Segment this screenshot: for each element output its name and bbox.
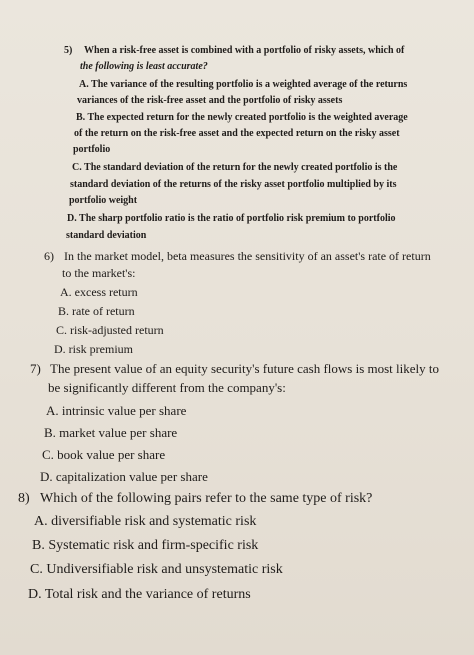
option-b-line: B. The expected return for the newly created portfolio is the weighted average bbox=[76, 112, 408, 123]
option-a-line: variances of the risk-free asset and the portfolio of risky assets bbox=[77, 95, 343, 106]
option-d: D. risk premium bbox=[54, 342, 133, 356]
option-c-line: standard deviation of the returns of the risky asset portfolio multiplied by its bbox=[70, 179, 397, 190]
option-a: A. intrinsic value per share bbox=[46, 403, 187, 418]
question-stem-line: Which of the following pairs refer to the same type of risk? bbox=[40, 491, 373, 506]
option-b: B. rate of return bbox=[58, 304, 135, 318]
option-b: B. market value per share bbox=[44, 425, 178, 440]
option-c-line: C. The standard deviation of the return for the newly created portfolio is the bbox=[72, 162, 398, 173]
question-number: 5) bbox=[64, 45, 73, 56]
question-stem-line: be significantly different from the company's: bbox=[48, 380, 286, 395]
option-a: A. diversifiable risk and systematic risk bbox=[34, 514, 257, 529]
option-d-line: standard deviation bbox=[66, 230, 147, 241]
question-number: 8) bbox=[18, 491, 30, 506]
option-c: C. Undiversifiable risk and unsystematic risk bbox=[30, 562, 283, 577]
question-stem-line: In the market model, beta measures the sensitivity of an asset's rate of return bbox=[64, 249, 431, 263]
option-d: D. Total risk and the variance of returns bbox=[28, 587, 251, 602]
option-d: D. capitalization value per share bbox=[40, 469, 208, 484]
question-number: 7) bbox=[30, 361, 41, 376]
question-stem-line: the following is least accurate? bbox=[80, 61, 208, 72]
question-stem-line: The present value of an equity security's future cash flows is most likely to bbox=[50, 361, 439, 376]
option-b-line: portfolio bbox=[73, 144, 111, 155]
question-number: 6) bbox=[44, 249, 54, 263]
option-c: C. book value per share bbox=[42, 447, 166, 462]
option-a-line: A. The variance of the resulting portfolio is a weighted average of the returns bbox=[79, 79, 408, 90]
option-c-line: portfolio weight bbox=[69, 195, 138, 206]
question-stem-line: to the market's: bbox=[62, 266, 136, 280]
option-a: A. excess return bbox=[60, 285, 138, 299]
option-c: C. risk-adjusted return bbox=[56, 323, 164, 337]
question-stem-line: When a risk-free asset is combined with a portfolio of risky assets, which of bbox=[84, 45, 405, 56]
option-b: B. Systematic risk and firm-specific risk bbox=[32, 538, 259, 553]
option-d-line: D. The sharp portfolio ratio is the ratio of portfolio risk premium to portfolio bbox=[67, 213, 396, 224]
option-b-line: of the return on the risk-free asset and the expected return on the risky asset bbox=[74, 128, 400, 139]
